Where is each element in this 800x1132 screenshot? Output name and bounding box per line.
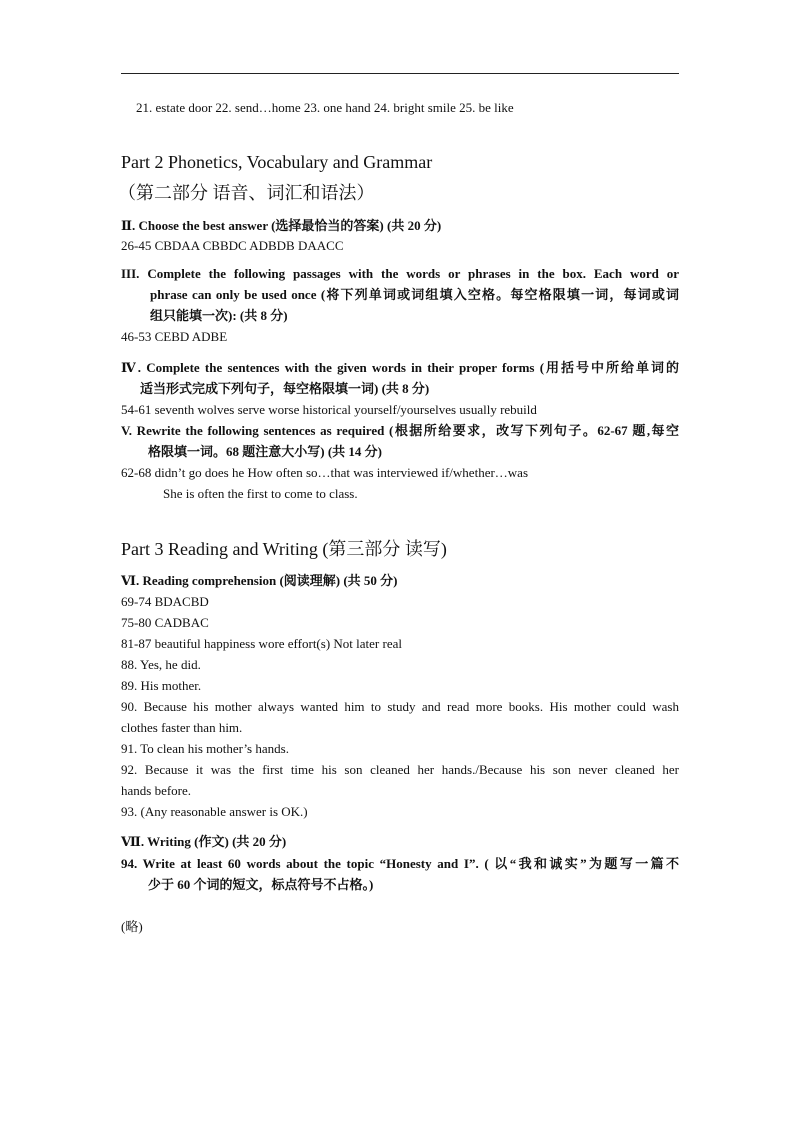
section3-heading-line1: III. Complete the following passages with the words or phrases in the box. Each word or — [121, 266, 679, 281]
answers-21-25: 21. estate door 22. send…home 23. one hand 24. bright smile 25. be like — [136, 100, 514, 115]
section7-task-line1: 94. Write at least 60 words about the topic “Honesty and I”. ( 以“我和诚实”为题写一篇不 — [121, 856, 679, 871]
section6-answer: 88. Yes, he did. — [121, 657, 201, 672]
section6-answer: 89. His mother. — [121, 678, 202, 693]
section3-heading-line2: phrase can only be used once (将下列单词或词组填入空格。每空格限填一词，每词或词 — [150, 287, 679, 302]
section7-omitted: (略) — [121, 919, 143, 934]
section5-heading-line2: 格限填一词。68 题注意大小写) (共 14 分) — [148, 444, 382, 459]
section6-answer: 91. To clean his mother’s hands. — [121, 741, 289, 756]
section4-heading-line1: Ⅳ. Complete the sentences with the given words in their proper forms (用括号中所给单词的 — [121, 360, 679, 375]
section3-heading-line3: 组只能填一次): (共 8 分) — [150, 308, 288, 323]
section6-answer: 81-87 beautiful happiness wore effort(s) Not later real — [121, 636, 402, 651]
section7-task-line2: 少于 60 个词的短文，标点符号不占格。) — [148, 877, 374, 892]
part2-title: Part 2 Phonetics, Vocabulary and Grammar — [121, 152, 433, 172]
section7-heading: Ⅶ. Writing (作文) (共 20 分) — [121, 834, 287, 849]
section6-answer: 69-74 BDACBD — [121, 594, 209, 609]
section3-answer: 46-53 CEBD ADBE — [121, 329, 228, 344]
section5-answer-line1: 62-68 didn’t go does he How often so…that was interviewed if/whether…was — [121, 465, 529, 480]
section5-answer-line2: She is often the first to come to class. — [163, 486, 358, 501]
section6-answer: hands before. — [121, 783, 192, 798]
section6-answer: clothes faster than him. — [121, 720, 243, 735]
section6-answer: 75-80 CADBAC — [121, 615, 209, 630]
section4-answer: 54-61 seventh wolves serve worse historical yourself/yourselves usually rebuild — [121, 402, 537, 417]
section6-answer: 92. Because it was the first time his son cleaned her hands./Because his son never cleaned her — [121, 762, 679, 777]
part3-title: Part 3 Reading and Writing (第三部分 读写) — [121, 539, 447, 559]
section2-heading: Ⅱ. Choose the best answer (选择最恰当的答案) (共 20 分) — [121, 218, 442, 233]
section5-heading-line1: V. Rewrite the following sentences as required (根据所给要求，改写下列句子。62-67 题,每空 — [121, 423, 679, 438]
section2-answer: 26-45 CBDAA CBBDC ADBDB DAACC — [121, 238, 344, 253]
section6-heading: Ⅵ. Reading comprehension (阅读理解) (共 50 分) — [121, 573, 398, 588]
section6-answer: 93. (Any reasonable answer is OK.) — [121, 804, 308, 819]
top-rule — [121, 73, 679, 74]
part2-title-cn: （第二部分 语音、词汇和语法） — [118, 183, 375, 203]
section6-answer: 90. Because his mother always wanted him to study and read more books. His mother could wash — [121, 699, 679, 714]
section4-heading-line2: 适当形式完成下列句子，每空格限填一词) (共 8 分) — [140, 381, 430, 396]
